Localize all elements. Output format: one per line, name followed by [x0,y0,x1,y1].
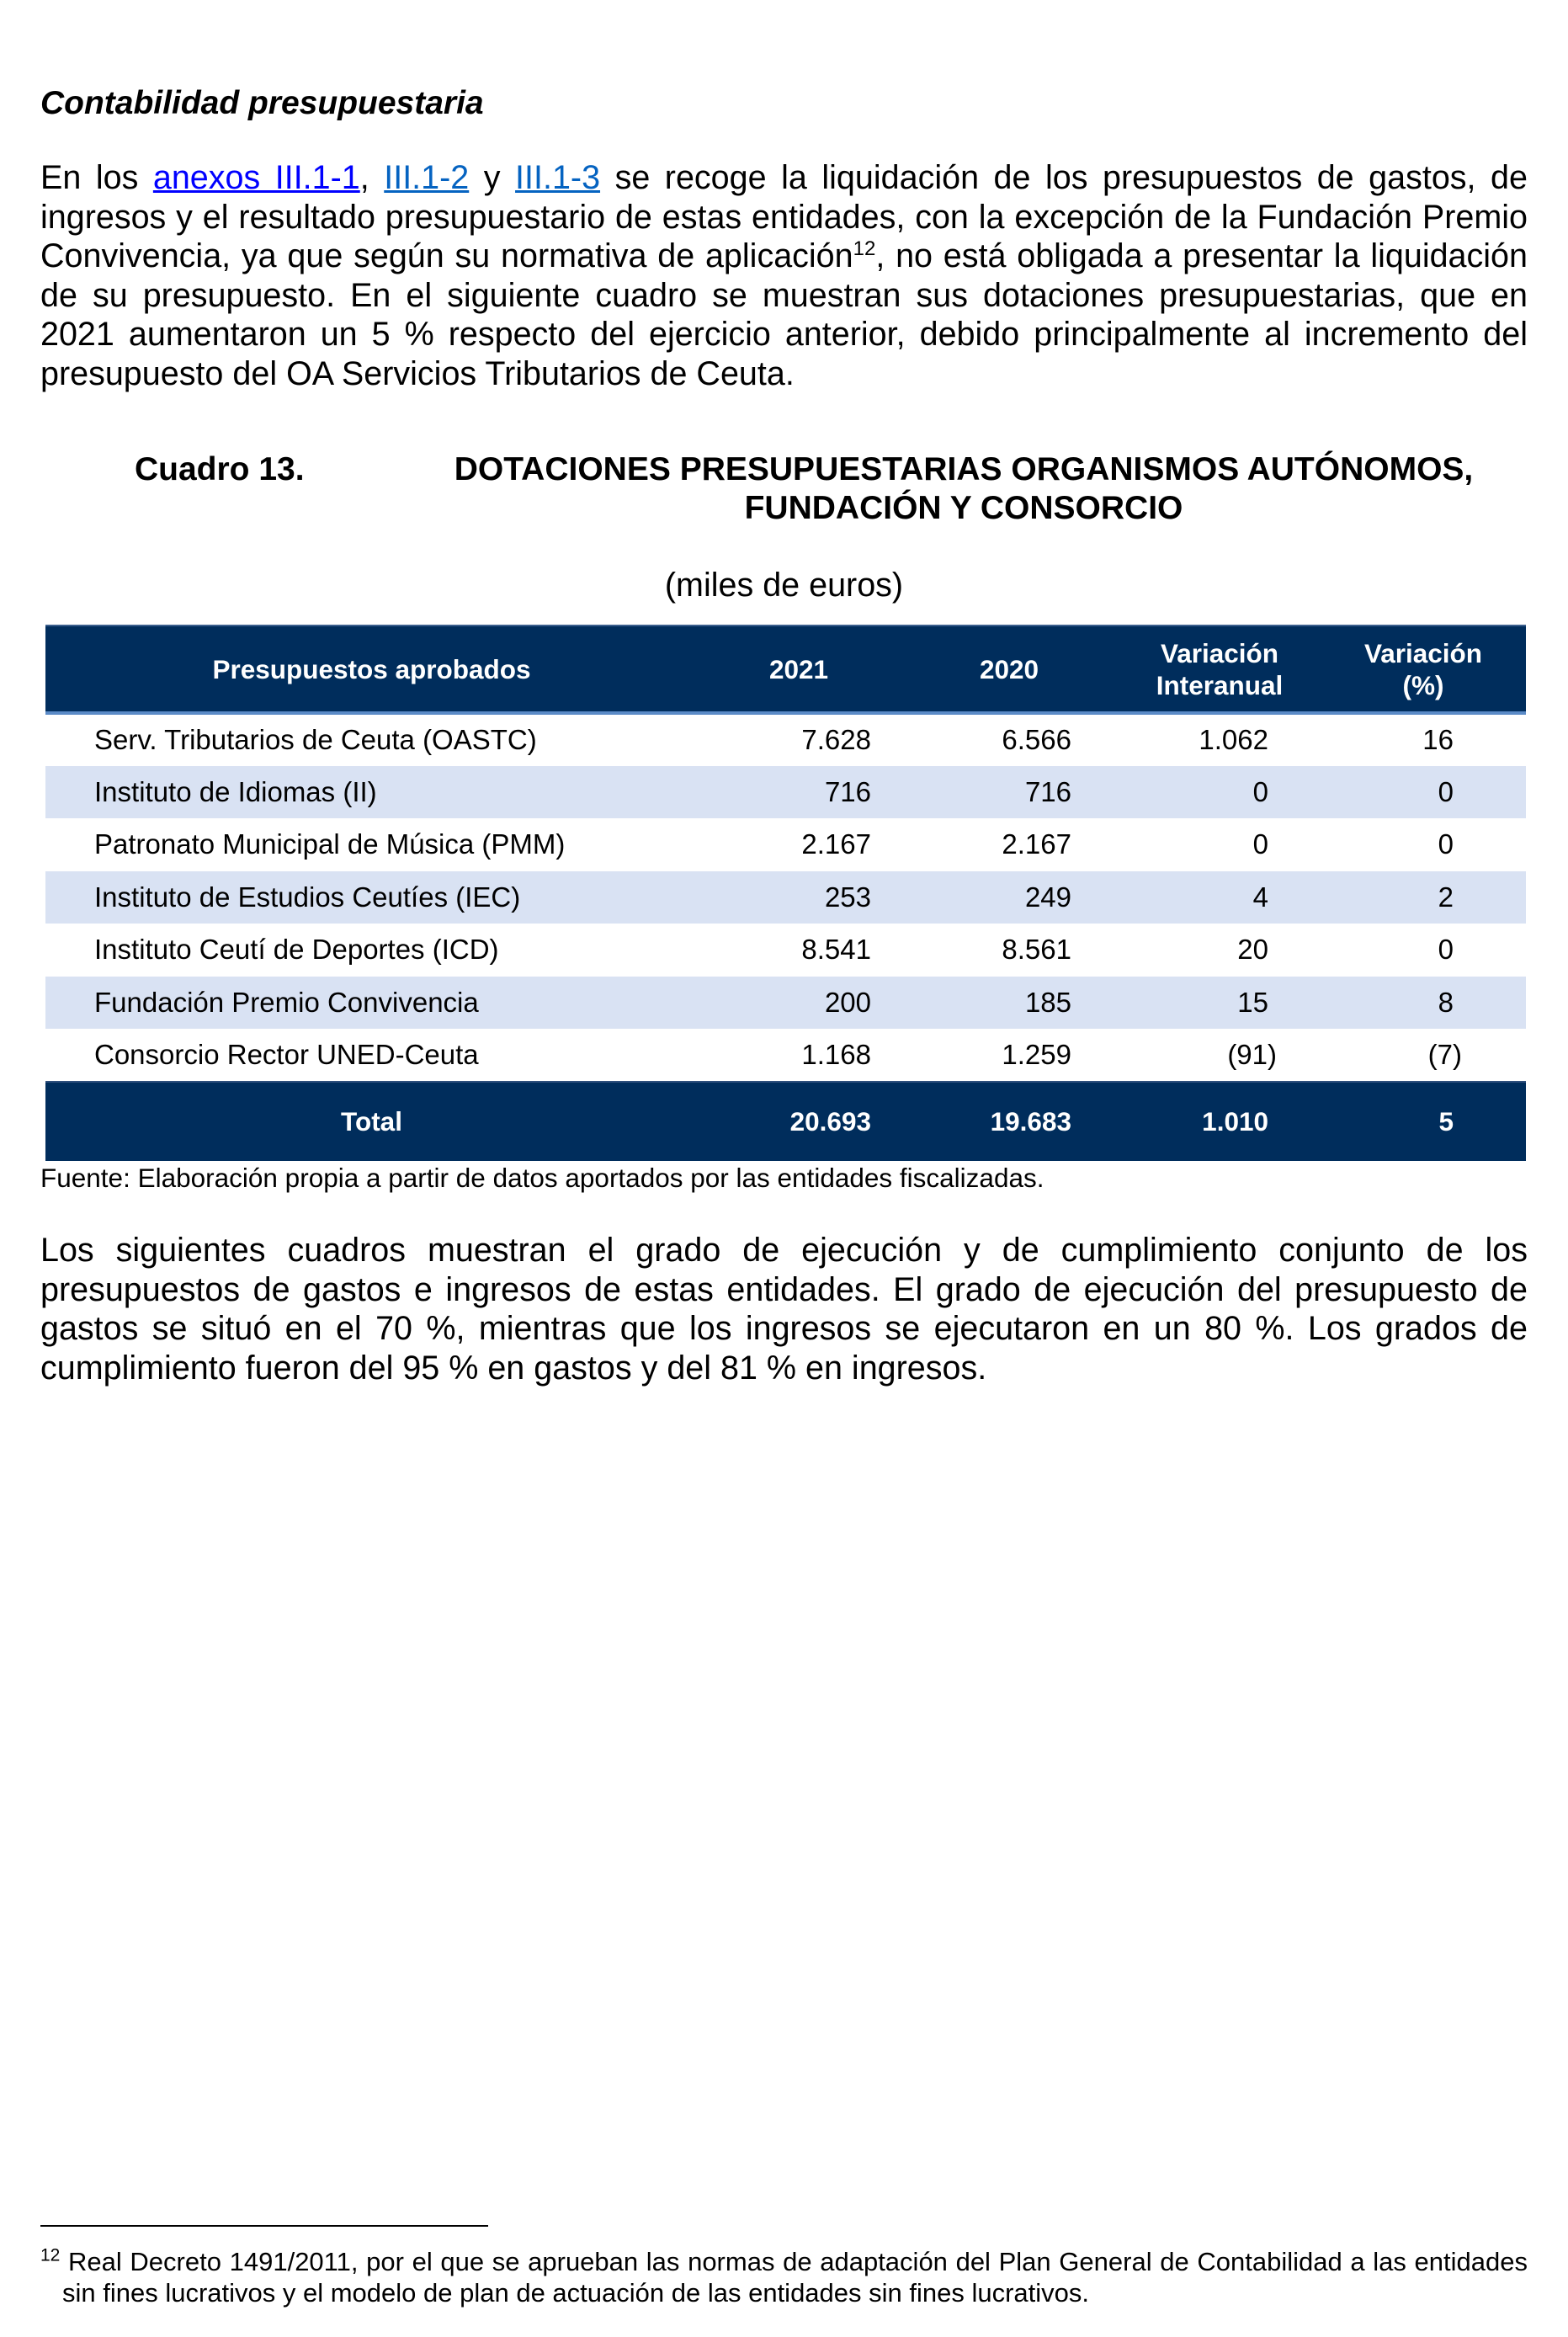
total-value-2020: 19.683 [990,1105,1071,1137]
row-value-2020: 716 [1024,775,1071,807]
row-name: Instituto de Idiomas (II) [94,775,377,807]
row-value-2020: 1.259 [1002,1038,1071,1070]
footnote [40,2246,1528,2308]
row-value-variation-pct: 2 [1438,881,1454,913]
separator-text: y [469,159,516,196]
section-heading: Contabilidad presupuestaria [40,85,484,121]
column-header-variation-line-1: Variación [1160,637,1279,668]
column-header-2021: 2021 [768,653,829,684]
row-value-2021: 7.628 [801,724,871,756]
row-value-variation: (91) [1227,1038,1277,1070]
row-value-variation-pct: 0 [1438,934,1454,966]
separator-text: , [359,159,385,196]
intro-body-text-continued: , no está obligada a presentar la liquidación de su presupuesto. En el siguiente cuadro se muestran sus dotaciones presupuestarias, que en 2021 aumentaron un 5 % respecto del ejercicio anterior, debido principalmente al incremento del presupuesto del OA Servicios Tributarios de Ceuta. [40,237,1528,392]
row-value-2021: 1.168 [801,1038,871,1070]
row-value-2021: 8.541 [801,934,871,966]
footnote-number: 12 [40,2245,61,2265]
budget-allocations-table [45,625,1526,1161]
row-name: Consorcio Rector UNED-Ceuta [94,1038,479,1070]
row-value-2021: 2.167 [801,828,871,860]
column-header-variation-pct-line-1: Variación [1363,637,1483,668]
table-units: (miles de euros) [664,567,904,604]
row-name: Instituto de Estudios Ceutíes (IEC) [94,881,521,913]
footnote-separator [40,2225,488,2227]
total-label: Total [341,1105,402,1137]
column-header-variation-pct [1321,626,1526,713]
footnote-reference[interactable]: 12 [853,237,876,260]
table-total-row [45,1082,1526,1161]
row-value-variation: 0 [1252,828,1268,860]
intro-lead-text: En los [40,159,153,196]
row-value-variation: 0 [1252,775,1268,807]
column-header-variation [1119,626,1321,713]
row-name: Serv. Tributarios de Ceuta (OASTC) [94,724,537,756]
row-value-variation: 1.062 [1199,724,1268,756]
table-row [45,924,1526,977]
row-value-variation-pct: 0 [1438,828,1454,860]
row-value-variation-pct: (7) [1427,1038,1462,1070]
row-value-variation-pct: 0 [1438,775,1454,807]
row-value-variation: 20 [1237,934,1268,966]
intro-paragraph [40,158,1528,393]
row-value-variation-pct: 16 [1422,724,1454,756]
row-value-2020: 185 [1024,986,1071,1018]
link-anexo-iii-1-3[interactable]: III.1-3 [515,159,601,196]
table-row [45,818,1526,871]
row-value-2021: 253 [824,881,871,913]
row-value-variation-pct: 8 [1438,986,1454,1018]
link-anexo-iii-1-1[interactable]: anexos III.1-1 [152,159,360,196]
row-value-variation: 15 [1237,986,1268,1018]
table-title-line-2: FUNDACIÓN Y CONSORCIO [744,490,1183,526]
table-title-line-1: DOTACIONES PRESUPUESTARIAS ORGANISMOS AUTÓNOMOS, [454,451,1474,487]
row-value-2020: 249 [1024,881,1071,913]
table-number-label: Cuadro 13. [135,451,305,487]
footnote-text: Real Decreto 1491/2011, por el que se aprueban las normas de adaptación del Plan General de Contabilidad a las entidades sin fines lucrativos y el modelo de plan de actuación de las entidades sin fines lucrativos. [60,2247,1528,2308]
total-value-2021: 20.693 [789,1105,871,1137]
column-header-variation-pct-line-2: (%) [1402,669,1444,700]
link-anexo-iii-1-2[interactable]: III.1-2 [384,159,470,196]
execution-paragraph: Los siguientes cuadros muestran el grado de ejecución y de cumplimiento conjunto de los presupuestos de gastos e ingresos de estas entidades. El grado de ejecución del presupuesto de gastos se situó en el 70 %, mientras que los ingresos se ejecutaron en un 80 %. Los grados de cumplimiento fueron del 95 % en gastos y del 81 % en ingresos. [40,1232,1528,1387]
table-row [45,871,1526,924]
table-row [45,977,1526,1030]
column-header-variation-line-2: Interanual [1156,669,1284,700]
row-value-2021: 716 [824,775,871,807]
total-value-variation-pct: 5 [1438,1105,1454,1137]
table-row [45,766,1526,819]
row-name: Patronato Municipal de Música (PMM) [94,828,566,860]
row-value-variation: 4 [1252,881,1268,913]
table-header-row [45,626,1526,713]
table-row [45,713,1526,766]
table-source-note: Fuente: Elaboración propia a partir de datos aportados por las entidades fiscalizadas. [40,1163,1044,1193]
row-value-2020: 6.566 [1002,724,1071,756]
table-row [45,1029,1526,1082]
row-value-2020: 8.561 [1002,934,1071,966]
intro-body-text: se recoge la liquidación de los presupuestos de gastos, de ingresos y el resultado presupuestario de estas entidades, con la excepción de la Fundación Premio Convivencia, ya que según su normativa de aplicación [40,159,1528,274]
column-header-2020: 2020 [979,653,1039,684]
row-value-2020: 2.167 [1002,828,1071,860]
row-name: Fundación Premio Convivencia [94,986,479,1018]
total-value-variation: 1.010 [1202,1105,1268,1137]
row-name: Instituto Ceutí de Deportes (ICD) [94,934,499,966]
column-header-name: Presupuestos aprobados [212,653,531,684]
row-value-2021: 200 [824,986,871,1018]
table-title [412,450,1515,528]
